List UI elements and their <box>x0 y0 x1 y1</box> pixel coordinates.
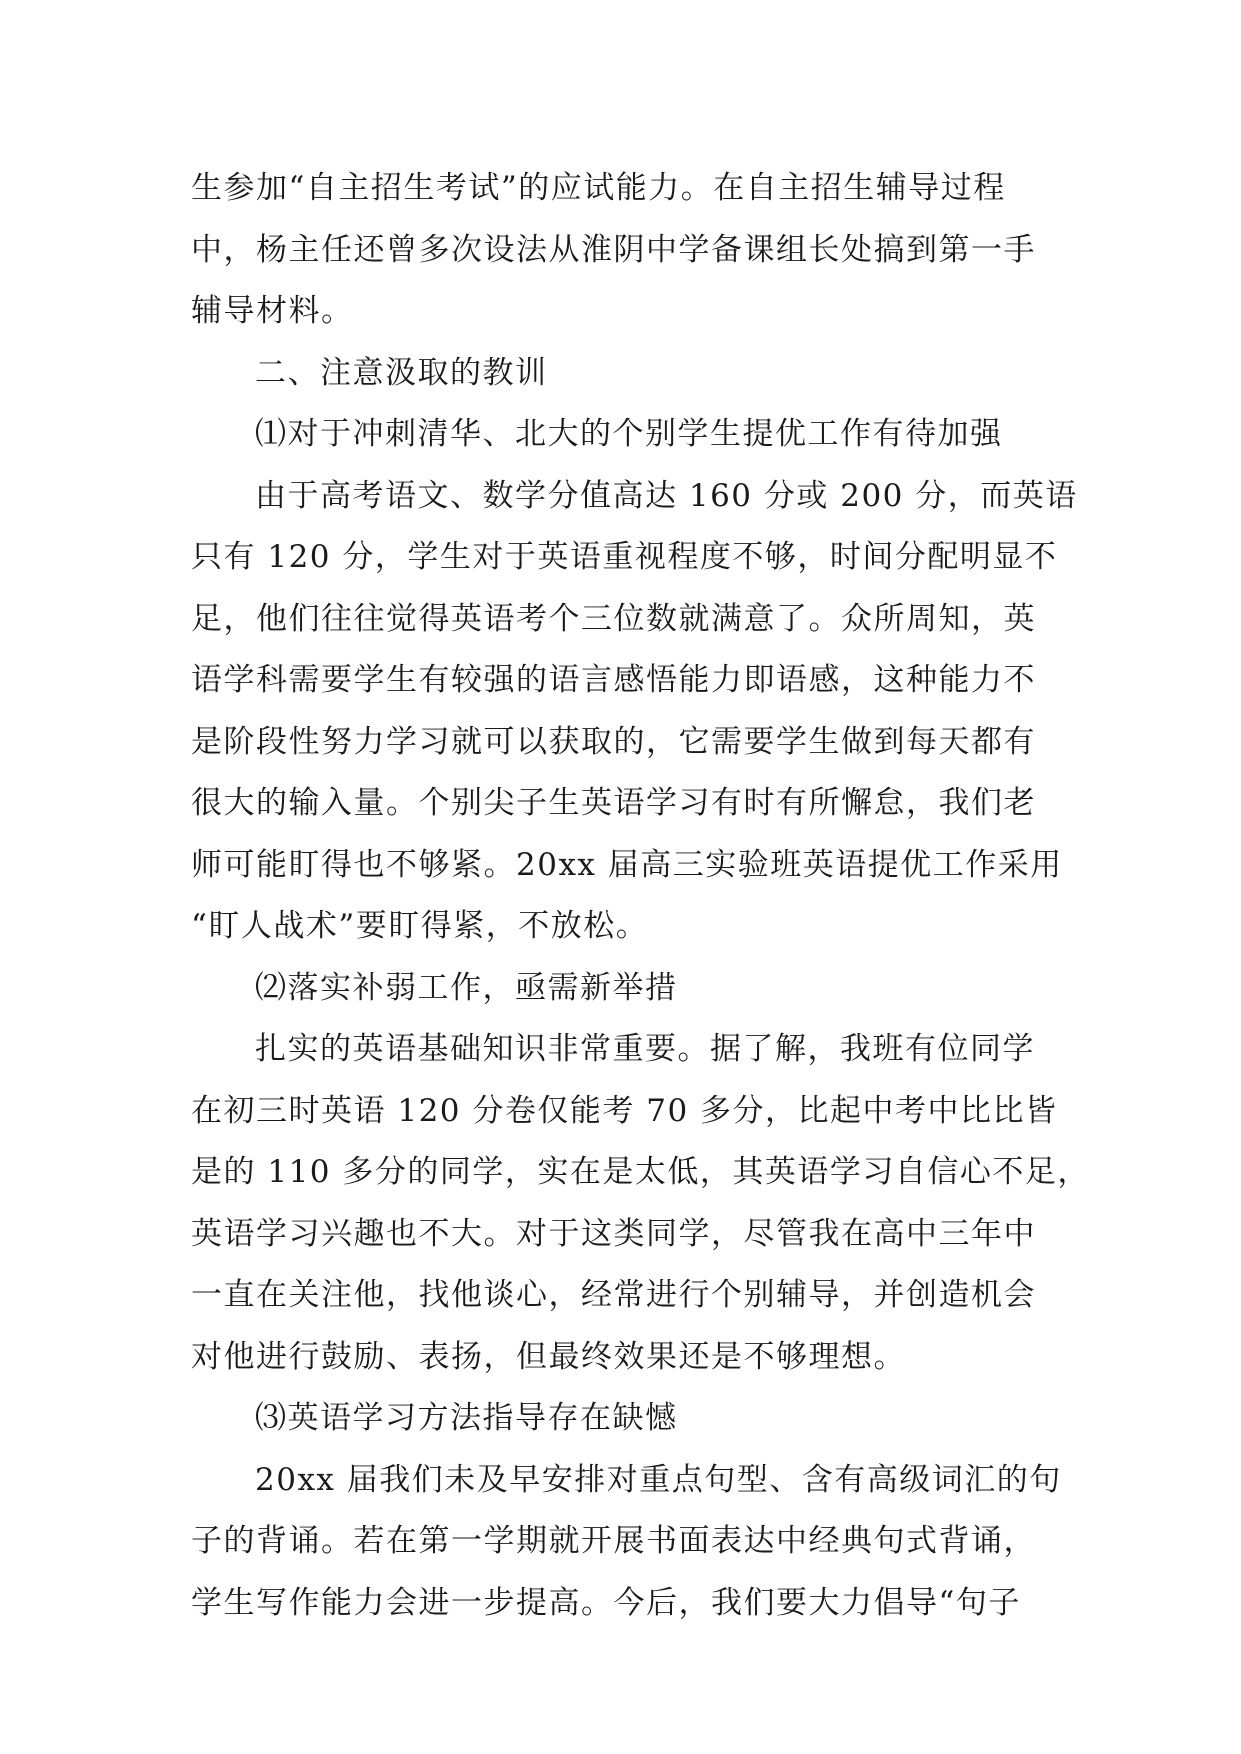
text-line: 扎实的英语基础知识非常重要。据了解，我班有位同学 <box>255 1031 1035 1067</box>
text-line: “盯人战术”要盯得紧，不放松。 <box>191 908 649 944</box>
text-line: 师可能盯得也不够紧。20xx 届高三实验班英语提优工作采用 <box>191 846 1063 883</box>
text-line: 辅导材料。 <box>191 293 354 329</box>
section-heading: 二、注意汲取的教训 <box>255 354 548 391</box>
text-line: 中，杨主任还曾多次设法从淮阴中学备课组长处搞到第一手 <box>191 231 1036 268</box>
text-line: 语学科需要学生有较强的语言感悟能力即语感，这种能力不 <box>191 662 1036 698</box>
text-line: 生参加“自主招生考试”的应试能力。在自主招生辅导过程 <box>191 170 1006 206</box>
text-line: 是的 110 多分的同学，实在是太低，其英语学习自信心不足， <box>191 1154 1090 1190</box>
text-line: 很大的输入量。个别尖子生英语学习有时有所懈怠，我们老 <box>191 785 1036 821</box>
text-line: 一直在关注他，找他谈心，经常进行个别辅导，并创造机会 <box>191 1277 1036 1313</box>
text-line: 在初三时英语 120 分卷仅能考 70 多分，比起中考中比比皆 <box>191 1092 1058 1129</box>
text-line: 是阶段性努力学习就可以获取的，它需要学生做到每天都有 <box>191 723 1036 760</box>
subsection-heading: ⑶英语学习方法指导存在缺憾 <box>255 1400 678 1436</box>
text-line: 学生写作能力会进一步提高。今后，我们要大力倡导“句子 <box>191 1584 1021 1621</box>
body-text <box>191 158 1090 1634</box>
text-line: 英语学习兴趣也不大。对于这类同学，尽管我在高中三年中 <box>191 1215 1036 1252</box>
text-line: 20xx 届我们未及早安排对重点句型、含有高级词汇的句 <box>255 1461 1062 1498</box>
subsection-heading: ⑵落实补弱工作，亟需新举措 <box>255 969 678 1006</box>
text-line: 足，他们往往觉得英语考个三位数就满意了。众所周知，英 <box>191 600 1036 637</box>
text-line: 对他进行鼓励、表扬，但最终效果还是不够理想。 <box>191 1338 906 1375</box>
text-line: 由于高考语文、数学分值高达 160 分或 200 分，而英语 <box>255 477 1078 514</box>
text-line: 只有 120 分，学生对于英语重视程度不够，时间分配明显不 <box>191 539 1058 575</box>
text-line: 子的背诵。若在第一学期就开展书面表达中经典句式背诵， <box>191 1523 1036 1559</box>
subsection-heading: ⑴对于冲刺清华、北大的个别学生提优工作有待加强 <box>255 416 1003 452</box>
